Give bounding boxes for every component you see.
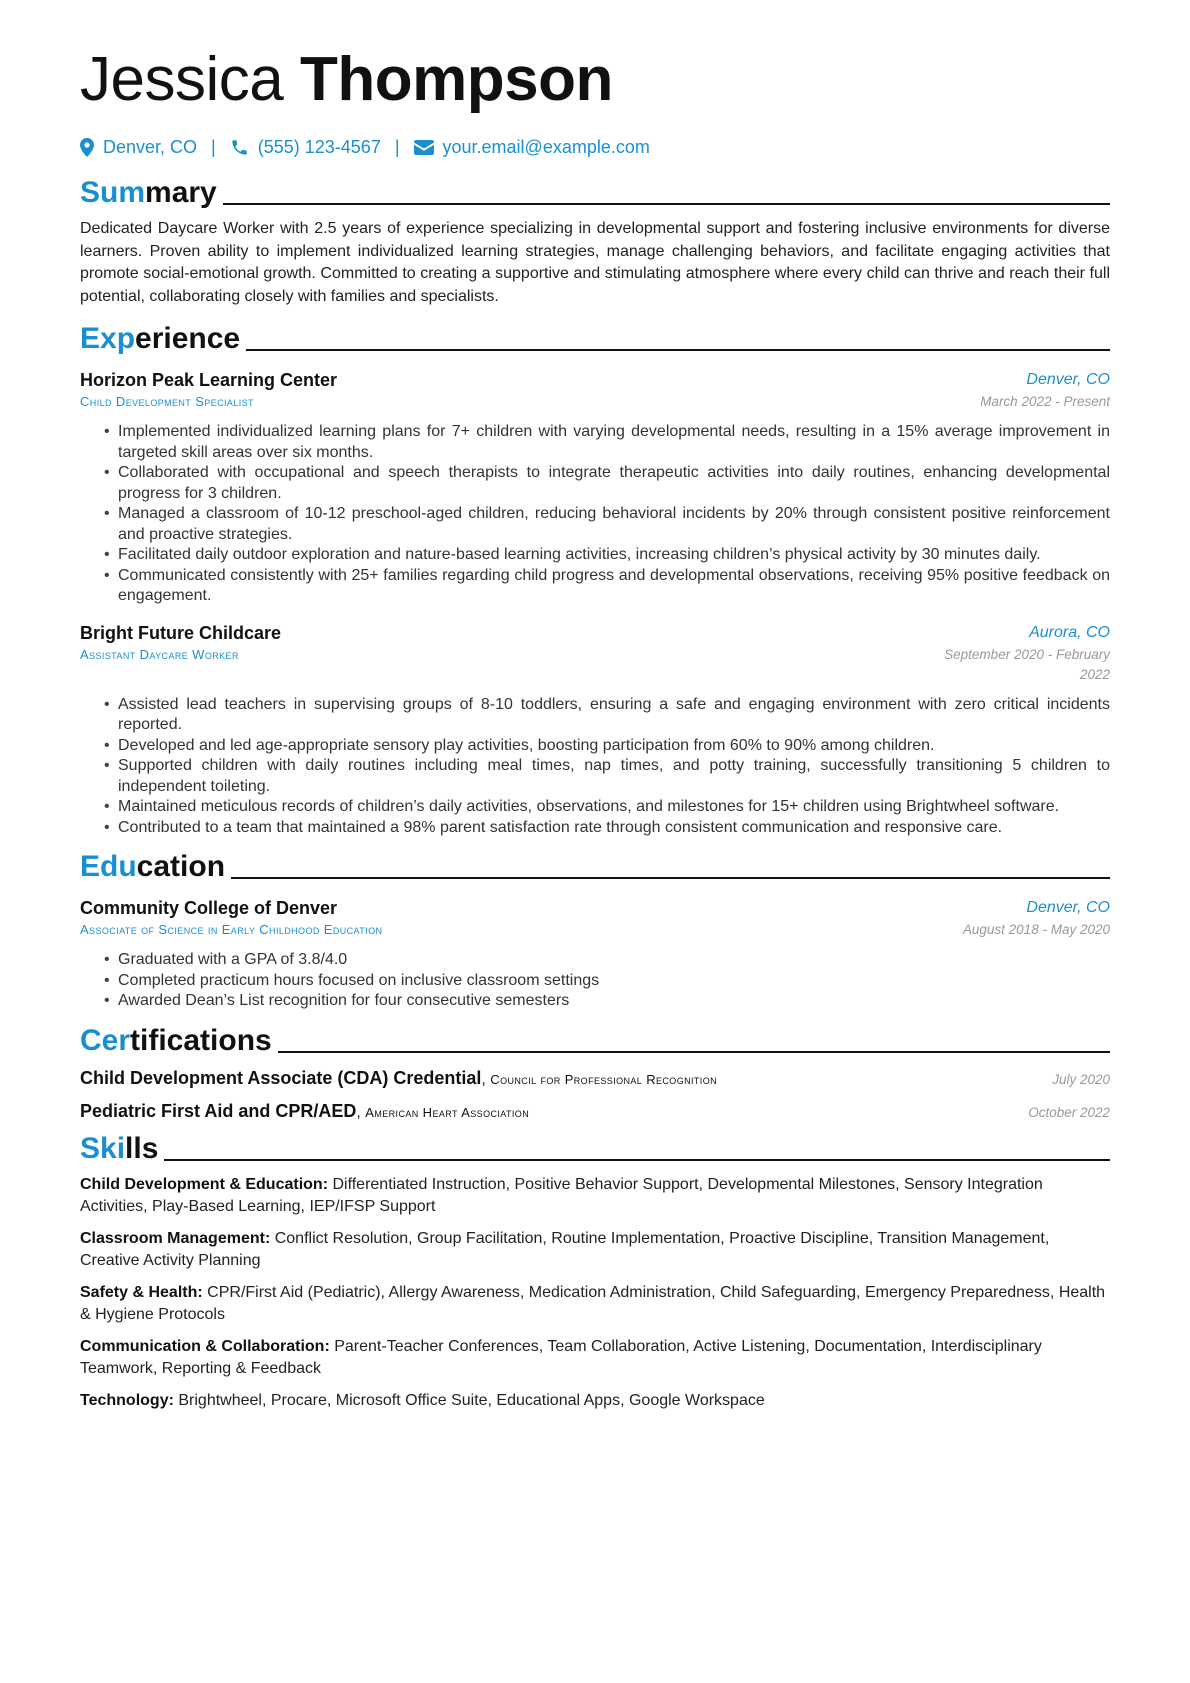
list-item: • Developed and led age-appropriate sensory play activities, boosting participation from 60% to 90% among children. [104, 736, 1110, 757]
job-role: Child Development Specialist [80, 394, 254, 409]
section-title [80, 176, 217, 210]
section-title [80, 1024, 272, 1058]
list-item: • Implemented individualized learning plans for 7+ children with varying developmental needs, resulting in a 15% average improvement in targeted skill areas over six months. [104, 422, 1110, 463]
job-org: Bright Future Childcare [80, 622, 282, 643]
list-item: • Maintained meticulous records of children’s daily activities, observations, and milestones for 15+ children using Brightwheel software. [104, 797, 1110, 818]
location-text: Denver, CO [103, 136, 198, 157]
certifications-heading [80, 1022, 1110, 1058]
job-location: Aurora, CO [1029, 623, 1110, 641]
job-dates: September 2020 - February 2022 [944, 646, 1110, 682]
section-title-accent: Sum [80, 176, 146, 209]
education-dates: August 2018 - May 2020 [962, 922, 1110, 937]
skill-group-items: Conflict Resolution, Group Facilitation, Routine Implementation, Proactive Discipline, Transition Management, Creative Activity Planning [80, 1229, 1050, 1269]
contact-phone [230, 137, 381, 158]
envelope-icon [414, 140, 434, 155]
skill-group [80, 1336, 1110, 1381]
section-rule [278, 1051, 1110, 1053]
list-item: • Contributed to a team that maintained a 98% parent satisfaction rate through consistent communication and responsive care. [104, 818, 1110, 839]
section-rule [164, 1159, 1110, 1161]
skill-group-name: Technology: [80, 1391, 174, 1409]
certification-name: Child Development Associate (CDA) Credential [80, 1067, 482, 1088]
certification-date: October 2022 [1028, 1104, 1110, 1120]
section-rule [246, 349, 1110, 351]
section-title-rest: tifications [130, 1023, 272, 1057]
certification-name: Pediatric First Aid and CPR/AED [80, 1100, 357, 1121]
first-name: Jessica [80, 45, 284, 114]
list-item: • Managed a classroom of 10-12 preschool-aged children, reducing behavioral incidents by 20% through consistent positive reinforcement and proactive strategies. [104, 504, 1110, 545]
job-org: Horizon Peak Learning Center [80, 370, 338, 390]
skill-group [80, 1228, 1110, 1273]
certification-item [80, 1068, 1110, 1089]
section-title-accent: Ski [80, 1131, 126, 1165]
job-bullets [80, 695, 1110, 839]
job-subheader [80, 645, 1110, 685]
contact-email [414, 137, 650, 158]
list-item: • Graduated with a GPA of 3.8/4.0 [104, 950, 1110, 971]
education-header [80, 896, 1110, 920]
list-item: • Assisted lead teachers in supervising groups of 8-10 toddlers, ensuring a safe and engaging environment with zero critical incidents reported. [104, 695, 1110, 736]
certification-item [80, 1101, 1110, 1122]
certification-issuer: Council for Professional Recognition [490, 1071, 717, 1087]
skill-group-items: Parent-Teacher Conferences, Team Collaboration, Active Listening, Documentation, Interdisciplinary Teamwork, Reporting & Feedback [80, 1337, 1042, 1377]
section-title-rest: cation [136, 850, 226, 883]
contact-location [80, 137, 197, 158]
contact-line [80, 134, 1110, 160]
map-pin-icon [80, 138, 94, 157]
certification-date: July 2020 [1052, 1071, 1110, 1087]
education-subheader [80, 920, 1110, 940]
experience-heading [80, 320, 1110, 356]
job-location: Denver, CO [1026, 371, 1110, 388]
job-entry [80, 368, 1110, 607]
skill-group-name: Classroom Management: [80, 1229, 271, 1247]
degree: Associate of Science in Early Childhood Education [80, 922, 383, 937]
section-title-accent: Exp [80, 322, 136, 355]
job-entry [80, 621, 1110, 839]
skill-group-items: CPR/First Aid (Pediatric), Allergy Awareness, Medication Administration, Child Safeguarding, Emergency Preparedness, Health & Hygiene Protocols [80, 1283, 1106, 1323]
school-location: Denver, CO [1026, 899, 1110, 916]
job-header [80, 368, 1110, 392]
section-title-rest: mary [145, 176, 217, 209]
certification-title: Pediatric First Aid and CPR/AED, American Heart Association [80, 1100, 530, 1121]
summary-text: Dedicated Daycare Worker with 2.5 years of experience specializing in developmental support and fostering inclusive environments for diverse learners. Proven ability to implement individualized learning strategies, manage challenging behaviors, and facilitate engaging activities that promote social-emotional growth. Committed to creating a supportive and stimulating atmosphere where every child can thrive and reach their full potential, collaborating closely with families and specialists. [80, 220, 1110, 305]
job-subheader [80, 392, 1110, 412]
contact-separator: | [211, 136, 216, 157]
section-title-rest: lls [125, 1131, 159, 1165]
list-item: • Awarded Dean’s List recognition for four consecutive semesters [104, 991, 1110, 1012]
section-rule [231, 877, 1110, 879]
skill-group-items: Brightwheel, Procare, Microsoft Office Suite, Educational Apps, Google Workspace [178, 1391, 765, 1409]
education-heading [80, 848, 1110, 884]
list-item: • Collaborated with occupational and speech therapists to integrate therapeutic activities into daily routines, enhancing developmental progress for 3 children. [104, 463, 1110, 504]
skill-group [80, 1390, 1110, 1413]
section-rule [223, 203, 1110, 205]
phone-link[interactable]: (555) 123-4567 [257, 136, 381, 157]
contact-separator: | [394, 136, 400, 157]
list-item: • Completed practicum hours focused on inclusive classroom settings [104, 971, 1110, 992]
education-entry [80, 896, 1110, 1012]
section-title-rest: erience [135, 322, 241, 355]
summary-heading [80, 174, 1110, 210]
skills-heading [80, 1130, 1110, 1166]
skill-group [80, 1282, 1110, 1327]
skill-group-items: Differentiated Instruction, Positive Behavior Support, Developmental Milestones, Sensory Integration Activities, Play-Based Learning, IEP/IFSP Support [80, 1175, 1043, 1215]
phone-icon [230, 138, 249, 157]
last-name: Thompson [299, 45, 613, 114]
section-title-accent: Edu [80, 850, 137, 883]
job-dates: March 2022 - Present [980, 394, 1110, 409]
email-link[interactable]: your.email@example.com [442, 136, 650, 157]
list-item: • Facilitated daily outdoor exploration and nature-based learning activities, increasing children’s physical activity by 30 minutes daily. [104, 545, 1110, 566]
list-item: • Communicated consistently with 25+ families regarding child progress and developmental observations, receiving 95% positive feedback on engagement. [104, 566, 1110, 607]
candidate-name [80, 44, 1110, 116]
skill-group-name: Communication & Collaboration: [80, 1337, 330, 1355]
skill-group [80, 1174, 1110, 1219]
job-bullets [80, 422, 1110, 607]
section-title-accent: Cer [80, 1023, 131, 1057]
skill-group-name: Child Development & Education: [80, 1175, 329, 1193]
skill-group-name: Safety & Health: [80, 1283, 203, 1301]
list-item: • Supported children with daily routines including meal times, nap times, and potty training, successfully transitioning 5 children to independent toileting. [104, 756, 1110, 797]
certification-issuer: American Heart Association [365, 1104, 530, 1120]
certification-title: Child Development Associate (CDA) Credential, Council for Professional Recognition [80, 1067, 717, 1088]
section-title [80, 1132, 158, 1166]
education-bullets [80, 950, 1110, 1012]
section-title [80, 322, 240, 356]
section-title [80, 850, 225, 884]
job-role: Assistant Daycare Worker [80, 646, 239, 662]
school-name: Community College of Denver [80, 898, 338, 918]
job-header [80, 621, 1110, 645]
